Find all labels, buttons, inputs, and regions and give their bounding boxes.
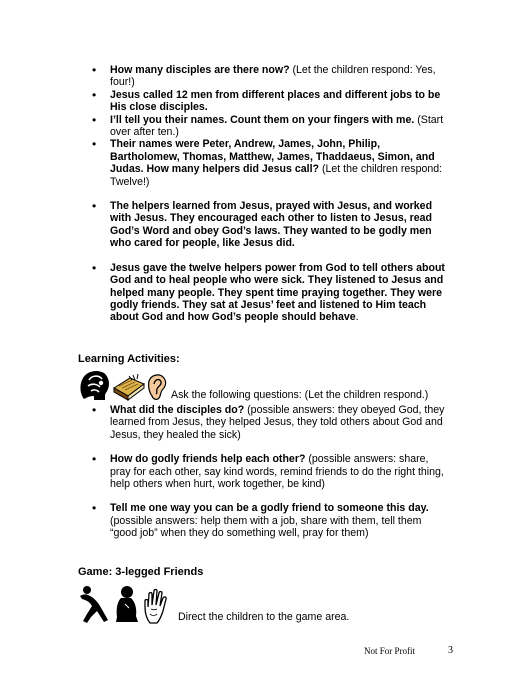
hand-icon [142,588,170,624]
learning-icons-row [78,368,428,402]
list-item: • What did the disciples do? (possible answers: they obeyed God, they learned from Jesus, they helped Jesus, they told others about God and Jesus, they healed the sick) [90,404,450,441]
stretching-person-icon [78,584,112,624]
list-item: • I’ll tell you their names. Count them on your fingers with me. (Start over after ten.) [90,114,450,139]
ear-icon [146,372,168,402]
learning-activities-heading: Learning Activities: [78,353,180,365]
list-item: • Tell me one way you can be a godly friend to someone this day. (possible answers: help them with a job, share with them, tell them “good job” when they do something well, pray for them) [90,502,450,539]
learning-bullets [90,404,450,540]
bible-book-icon [112,372,146,402]
footer-text: Not For Profit [364,646,416,656]
game-instruction: Direct the children to the game area. [178,611,350,623]
game-icons-row [78,584,349,624]
list-item: • Jesus called 12 men from different places and different jobs to be His close disciples. [90,89,450,114]
list-item: • Their names were Peter, Andrew, James, John, Philip, Bartholomew, Thomas, Matthew, James, Thaddaeus, Simon, and Judas. How many helpers did Jesus call? (Let the children respond: Twelve!) [90,138,450,188]
learning-instruction: Ask the following questions: (Let the children respond.) [171,389,429,401]
list-item: • Jesus gave the twelve helpers power from God to tell others about God and to heal people who were sick. They listened to Jesus and helped many people. They spent time praying together. They were godly friends. They sat at Jesus’ feet and listened to Him teach about God and how God’s people should behave. [90,262,450,324]
list-item: • How many disciples are there now? (Let the children respond: Yes, four!) [90,64,450,89]
list-item: • How do godly friends help each other? (possible answers: share, pray for each other, say kind words, remind friends to do the right thing, help others when hurt, work together, be kind) [90,453,450,490]
page-number: 3 [448,645,453,656]
game-heading: Game: 3-legged Friends [78,566,204,578]
head-thinking-icon [78,368,112,402]
praying-child-icon [112,584,142,624]
list-item: • The helpers learned from Jesus, prayed with Jesus, and worked with Jesus. They encouraged each other to listen to Jesus, read God’s Word and obey God’s laws. They wanted to be godly men who cared for people, like Jesus did. [90,200,450,250]
lesson-bullets [90,64,450,324]
